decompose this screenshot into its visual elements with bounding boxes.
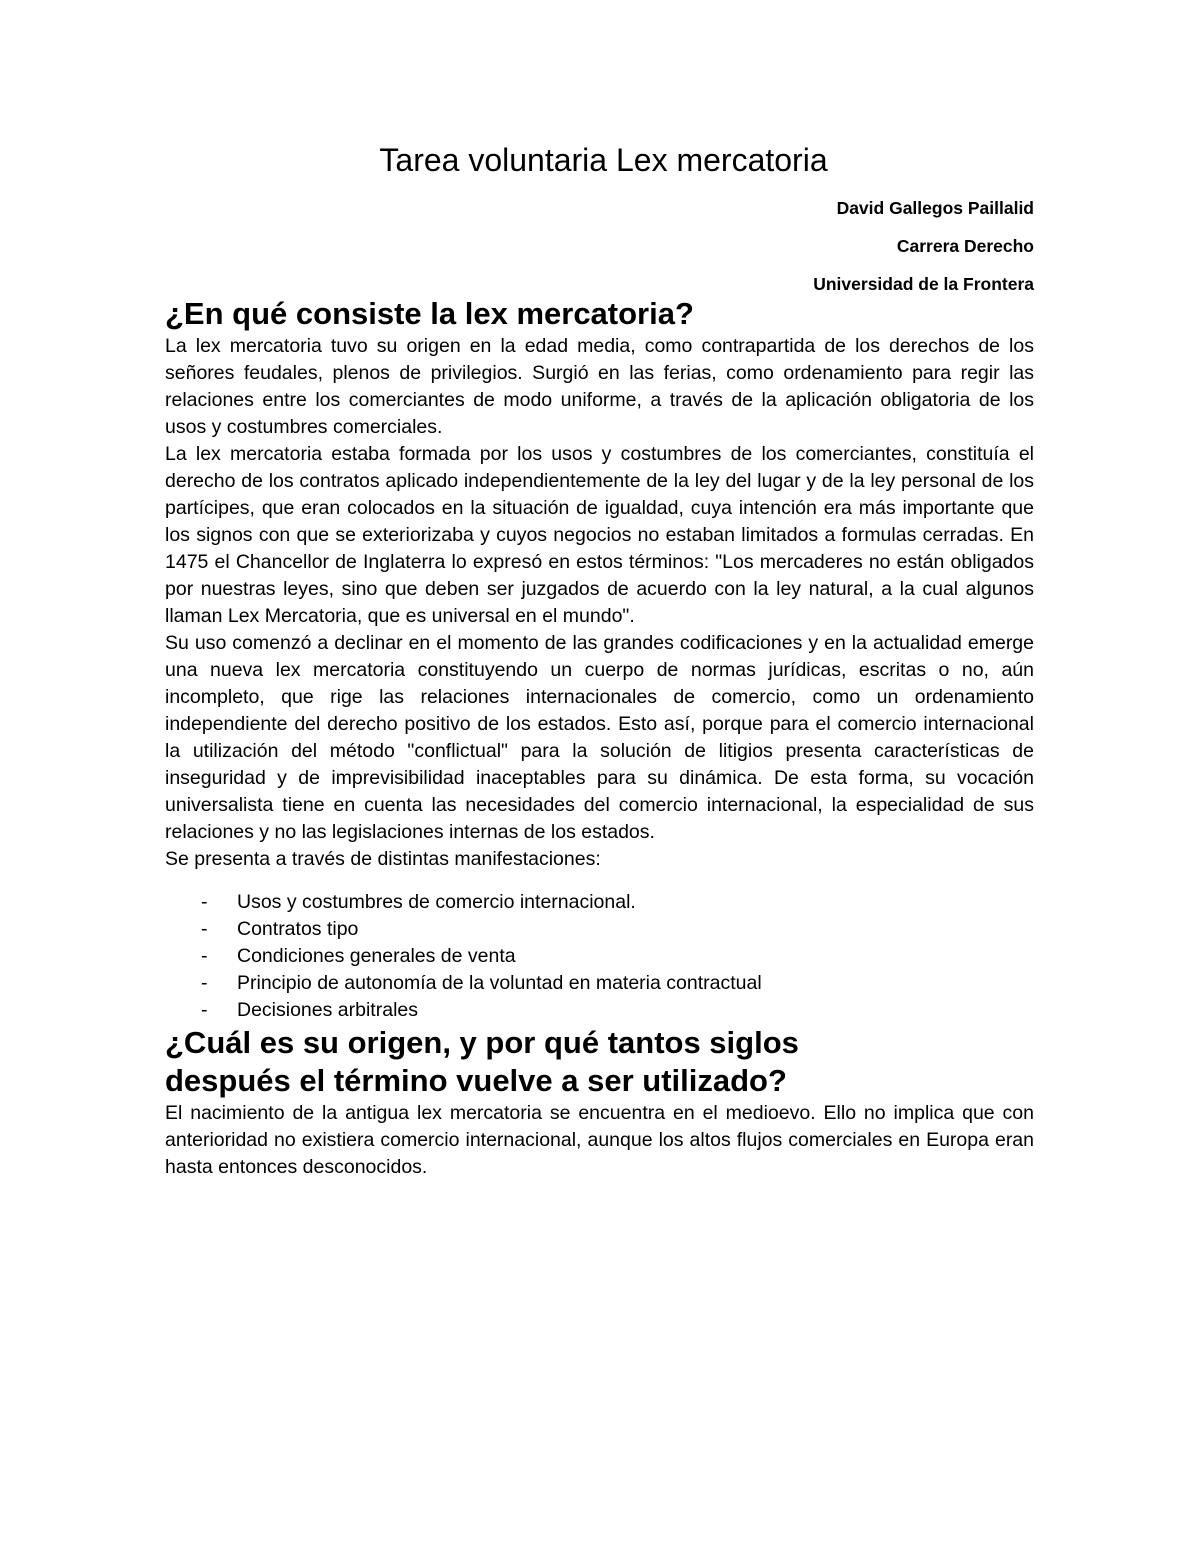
paragraph: Su uso comenzó a declinar en el momento de las grandes codificaciones y en la actualidad emerge una nueva lex mercatoria constituyendo un cuerpo de normas jurídicas, escritas o no, aún incompleto, que rige las relaciones internacionales de comercio, como un ordenamiento independiente del derecho positivo de los estados. Esto así, porque para el comercio internacional la utilización del método "conflictual" para la solución de litigios presenta características de inseguridad y de imprevisibilidad inaceptables para su dinámica. De esta forma, su vocación universalista tiene en cuenta las necesidades del comercio internacional, la especialidad de sus relaciones y no las legislaciones internas de los estados. xyxy=(165,632,1034,843)
section-heading-origin xyxy=(165,1024,1034,1100)
document-page xyxy=(165,140,1034,1181)
section-heading-line: después el término vuelve a ser utilizado? xyxy=(165,1063,787,1098)
section-heading-line: ¿Cuál es su origen, y por qué tantos siglos xyxy=(165,1025,799,1060)
list-item-text: Usos y costumbres de comercio internacional. xyxy=(237,891,636,913)
author-block xyxy=(165,197,1034,295)
list-item xyxy=(165,889,1034,916)
paragraph: Se presenta a través de distintas manifestaciones: xyxy=(165,848,601,870)
author-university: Universidad de la Frontera xyxy=(813,274,1034,294)
list-marker: - xyxy=(201,891,208,913)
paragraph: La lex mercatoria tuvo su origen en la edad media, como contrapartida de los derechos de los señores feudales, plenos de privilegios. Surgió en las ferias, como ordenamiento para regir las relaciones entre los comerciantes de modo uniforme, a través de la aplicación obligatoria de los usos y costumbres comerciales. xyxy=(165,335,1034,438)
list-marker: - xyxy=(201,999,208,1021)
list-item-text: Decisiones arbitrales xyxy=(237,999,418,1021)
author-name: David Gallegos Paillalid xyxy=(836,198,1034,218)
list-item xyxy=(165,997,1034,1024)
author-career: Carrera Derecho xyxy=(896,236,1034,256)
list-item-text: Principio de autonomía de la voluntad en materia contractual xyxy=(237,972,762,994)
section-heading-definition: ¿En qué consiste la lex mercatoria? xyxy=(165,296,694,331)
paragraph: La lex mercatoria estaba formada por los usos y costumbres de los comerciantes, constituía el derecho de los contratos aplicado independientemente de la ley del lugar y de la ley personal de los partícipes, que eran colocados en la situación de igualdad, cuya intención era más importante que los signos con que se exteriorizaba y cuyos negocios no estaban limitados a formulas cerradas. En 1475 el Chancellor de Inglaterra lo expresó en estos términos: "Los mercaderes no están obligados por nuestras leyes, sino que deben ser juzgados de acuerdo con la ley natural, a la cual algunos llaman Lex Mercatoria, que es universal en el mundo". xyxy=(165,443,1034,627)
list-item-text: Condiciones generales de venta xyxy=(237,945,516,967)
list-marker: - xyxy=(201,945,208,967)
list-item xyxy=(165,970,1034,997)
list-marker: - xyxy=(201,918,208,940)
list-item xyxy=(165,916,1034,943)
paragraph: El nacimiento de la antigua lex mercatoria se encuentra en el medioevo. Ello no implica que con anterioridad no existiera comercio internacional, aunque los altos flujos comerciales en Europa eran hasta entonces desconocidos. xyxy=(165,1102,1034,1178)
manifestations-list xyxy=(165,889,1034,1024)
list-item-text: Contratos tipo xyxy=(237,918,359,940)
list-marker: - xyxy=(201,972,208,994)
list-item xyxy=(165,943,1034,970)
document-title: Tarea voluntaria Lex mercatoria xyxy=(379,142,828,178)
